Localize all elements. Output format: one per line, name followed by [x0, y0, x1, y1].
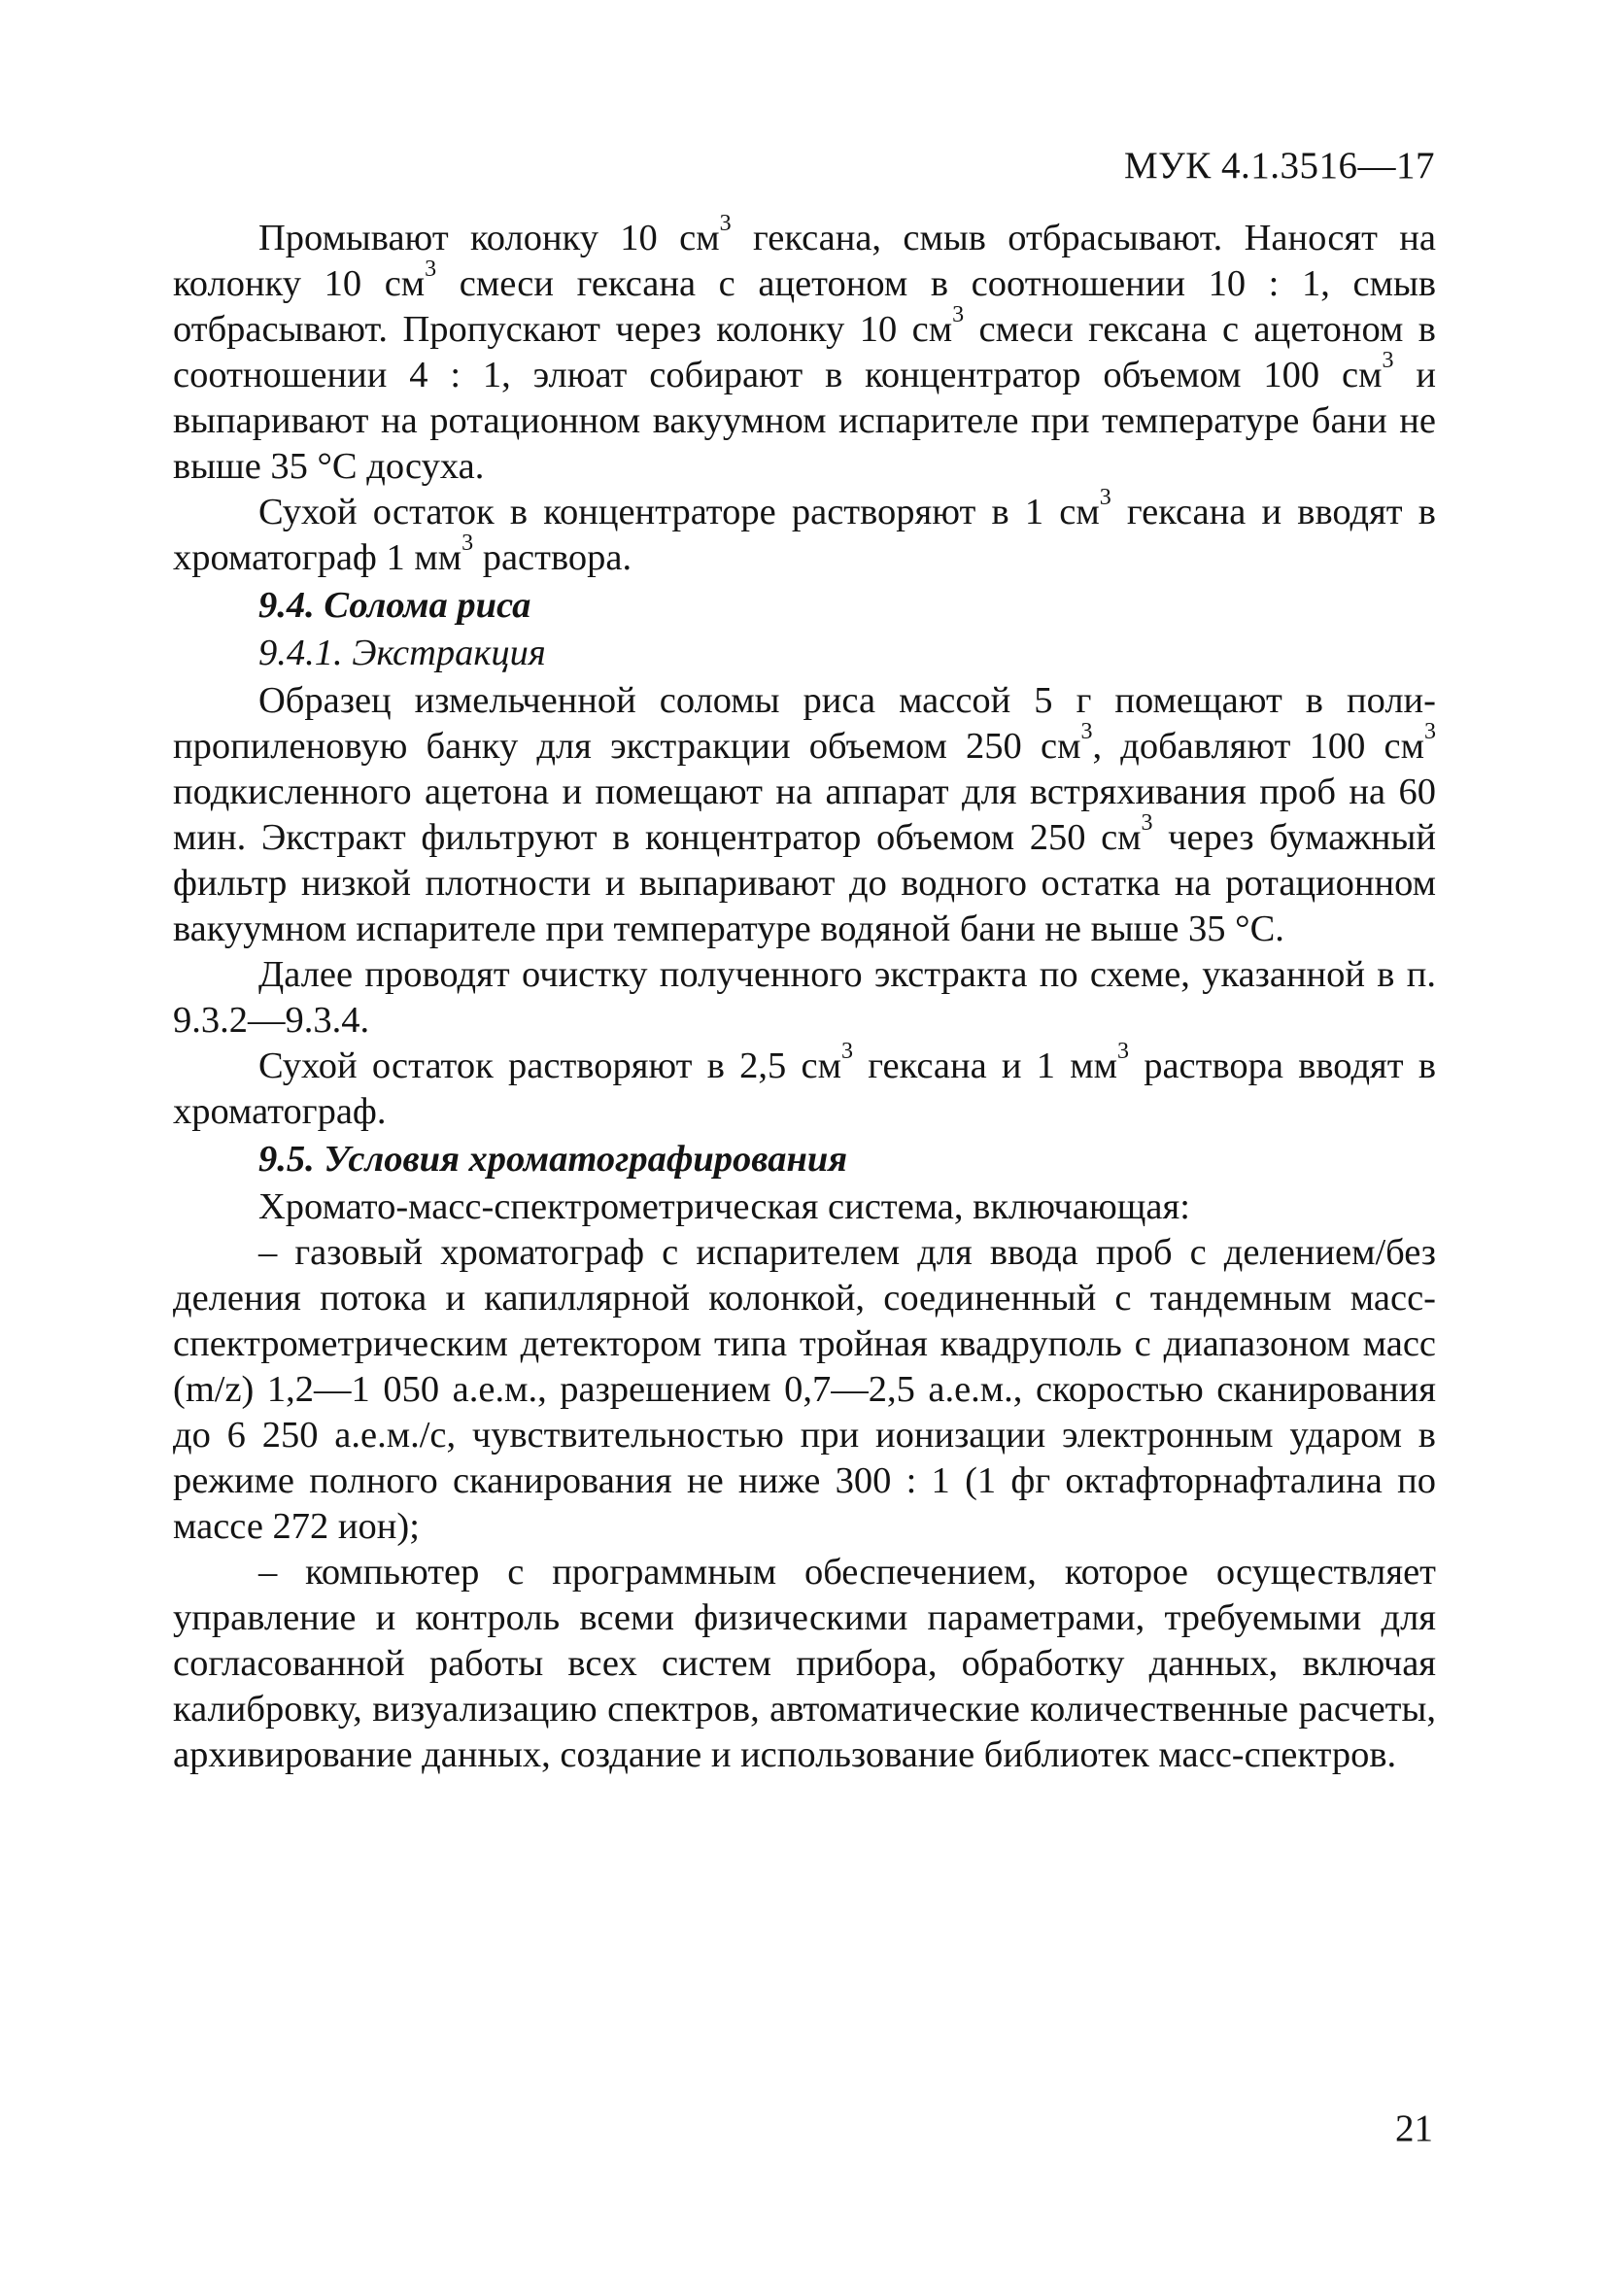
- text-segment: Сухой остаток в концентраторе растворяют в 1 см: [258, 492, 1100, 532]
- superscript: 3: [425, 257, 437, 283]
- page-body: [173, 211, 1437, 1778]
- text-segment: Сухой остаток растворяют в 2,5 см: [258, 1045, 841, 1086]
- superscript: 3: [840, 1039, 853, 1065]
- superscript: 3: [1382, 348, 1394, 374]
- text-segment: раствора.: [473, 537, 632, 578]
- list-item-gas-chromatograph: – газовый хроматограф с испарителем для ввода проб с делением/без деления потока и капиллярной колонкой, соединенный с тандемным масс-спектрометрическим детектором типа тройная квадруполь с диапазоном масс (m/z) 1,2—1 050 а.е.м., разрешением 0,7—2,5 а.е.м., скоростью сканирования до 6 250 а.е.м./с, чувствительностью при ионизации электронным ударом в режиме полного сканирования не ниже 300 : 1 (1 фг октафторнафталина по массе 272 ион);: [173, 1232, 1436, 1547]
- section-title-chromatography-conditions: 9.5. Условия хроматографирования: [258, 1139, 848, 1180]
- superscript: 3: [952, 302, 965, 328]
- text-segment: гексана, смыв отбрасывают. Наносят на колонку 10 см: [173, 218, 1436, 304]
- paragraph-dissolve: [173, 1039, 1436, 1135]
- paragraph-dry-residue: [173, 485, 1436, 581]
- list-item-computer: – компьютер с программным обеспечением, которое осуществляет управление и контроль всеми физическими параметрами, требуемыми для согласованной работы всех систем прибора, обработку данных, включая калибровку, визуализацию спектров, автоматические количественные расчеты, архивирование данных, создание и использование библиотек масс-спектров.: [173, 1552, 1436, 1775]
- document-code: МУК 4.1.3516—17: [1123, 145, 1435, 187]
- text-segment: подкисленного ацетона и помещают на аппарат для встряхивания проб на 60 мин. Экстракт фильтруют в концентратор объемом 250 см: [173, 771, 1436, 858]
- text-segment: и выпаривают на ротационном вакуумном испарителе при температуре бани не выше 35 °С досуха.: [173, 355, 1436, 487]
- text-segment: гексана и 1 мм: [852, 1045, 1117, 1086]
- text-segment: смеси гексана с ацетоном в соотношении 4 : 1, элюат собирают в концентратор объемом 100 см: [173, 309, 1436, 395]
- text-segment: Образец измельченной соломы риса массой 5 г помещают в полипропиленовую банку для экстракции объемом 250 см: [173, 680, 1436, 767]
- superscript: 3: [1141, 810, 1153, 837]
- superscript: 3: [1116, 1039, 1129, 1065]
- text-segment: через бумажный фильтр низкой плотности и выпаривают до водного остатка на ротационном вакуумном испарителе при температуре водяной бани не выше 35 °С.: [173, 817, 1436, 949]
- text-segment: , добавляют 100 см: [1092, 726, 1425, 767]
- superscript: 3: [1099, 485, 1111, 511]
- superscript: 3: [719, 211, 732, 237]
- superscript: 3: [1080, 719, 1093, 745]
- superscript: 3: [1424, 719, 1437, 745]
- text-segment: смеси гексана с ацетоном в соотношении 10 : 1, смыв отбрасывают. Пропускают через колонку 10 см: [173, 263, 1436, 350]
- text-segment: Промывают колонку 10 см: [258, 218, 720, 258]
- text-segment: гексана и вводят в хроматограф 1 мм: [173, 492, 1436, 578]
- paragraph-rinse-column: [173, 211, 1436, 490]
- section-title-rice-straw: 9.4. Солома риса: [258, 585, 531, 626]
- subsection-title-extraction: 9.4.1. Экстракция: [258, 633, 546, 673]
- paragraph-cleanup: Далее проводят очистку полученного экстракта по схеме, указанной в п. 9.3.2—9.3.4.: [173, 954, 1436, 1041]
- paragraph-straw-sample: [173, 678, 1436, 952]
- paragraph-system-intro: Хромато-масс-спектрометрическая система, включающая:: [258, 1186, 1190, 1227]
- page-number: 21: [1395, 2108, 1433, 2149]
- superscript: 3: [461, 531, 474, 557]
- text-segment: раствора вводят в хроматограф.: [173, 1045, 1436, 1132]
